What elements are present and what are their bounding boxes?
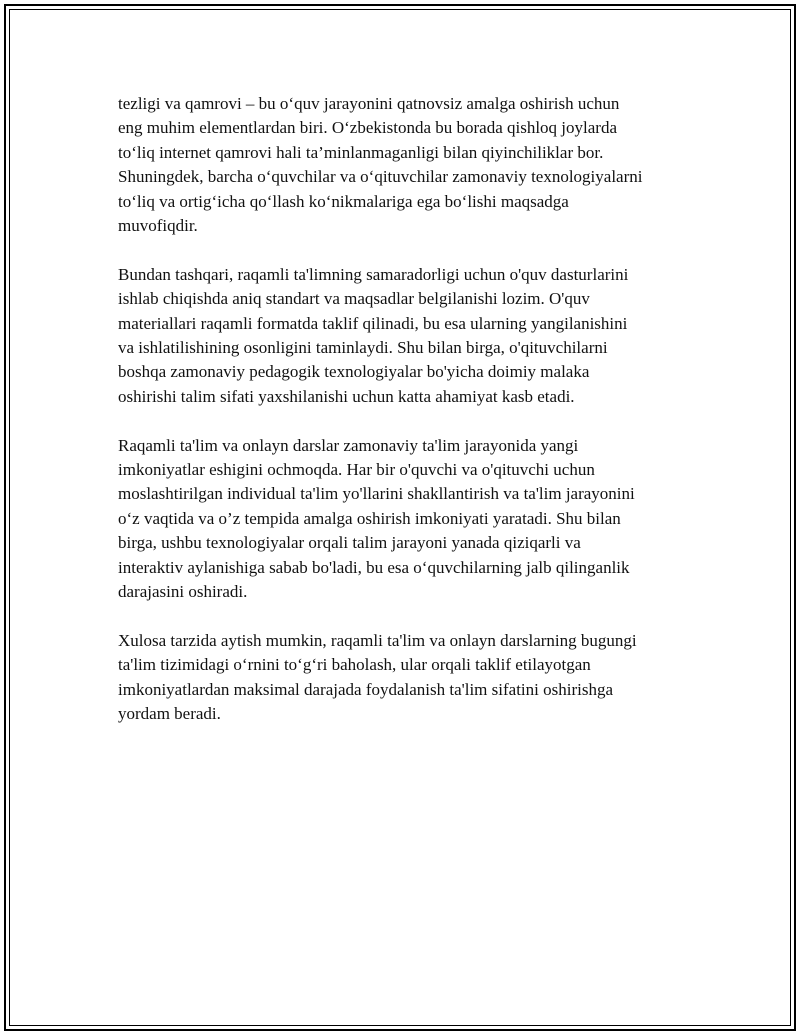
paragraph-new-opportunities: Raqamli ta'lim va onlayn darslar zamonaviy ta'lim jarayonida yangi imkoniyatlar eshigini ochmoqda. Har bir o'quvchi va o'qituvchi uchun moslashtirilgan individual ta'lim yo'llarini shakllantirish va ta'lim jarayonini o‘z vaqtida va o’z tempida amalga oshirish imkoniyati yaratadi. Shu bilan birga, ushbu texnologiyalar orqali talim jarayoni yanada qiziqarli va interaktiv aylanishiga sabab bo'ladi, bu esa o‘quvchilarning jalb qilinganlik darajasini oshiradi. (118, 435, 635, 602)
paragraph-internet-coverage: tezligi va qamrovi – bu o‘quv jarayonini qatnovsiz amalga oshirish uchun eng muhim elementlardan biri. O‘zbekistonda bu borada qishloq joylarda to‘liq internet qamrovi hali ta’minlanmaganligi bilan qiyinchiliklar bor. Shuningdek, barcha o‘quvchilar va o‘qituvchilar zamonaviy texnologiyalarni to‘liq va ortig‘icha qo‘llash ko‘nikmalariga ega bo‘lishi maqsadga muvofiqdir. (118, 94, 643, 236)
paragraph-conclusion: Xulosa tarzida aytish mumkin, raqamli ta'lim va onlayn darslarning bugungi ta'lim tizimidagi o‘rnini to‘g‘ri baholash, ular orqali taklif etilayotgan imkoniyatlardan maksimal darajada foydalanish ta'lim sifatini oshirishga yordam beradi. (118, 630, 637, 724)
paragraph-curriculum-standards: Bundan tashqari, raqamli ta'limning samaradorligi uchun o'quv dasturlarini ishlab chiqishda aniq standart va maqsadlar belgilanishi lozim. O'quv materiallari raqamli formatda taklif qilinadi, bu esa ularning yangilanishini va ishlatilishining osonligini taminlaydi. Shu bilan birga, o'qituvchilarni boshqa zamonaviy pedagogik texnologiyalar bo'yicha doimiy malaka oshirishi talim sifati yaxshilanishi uchun katta ahamiyat kasb etadi. (118, 264, 629, 406)
document-body (118, 92, 703, 751)
